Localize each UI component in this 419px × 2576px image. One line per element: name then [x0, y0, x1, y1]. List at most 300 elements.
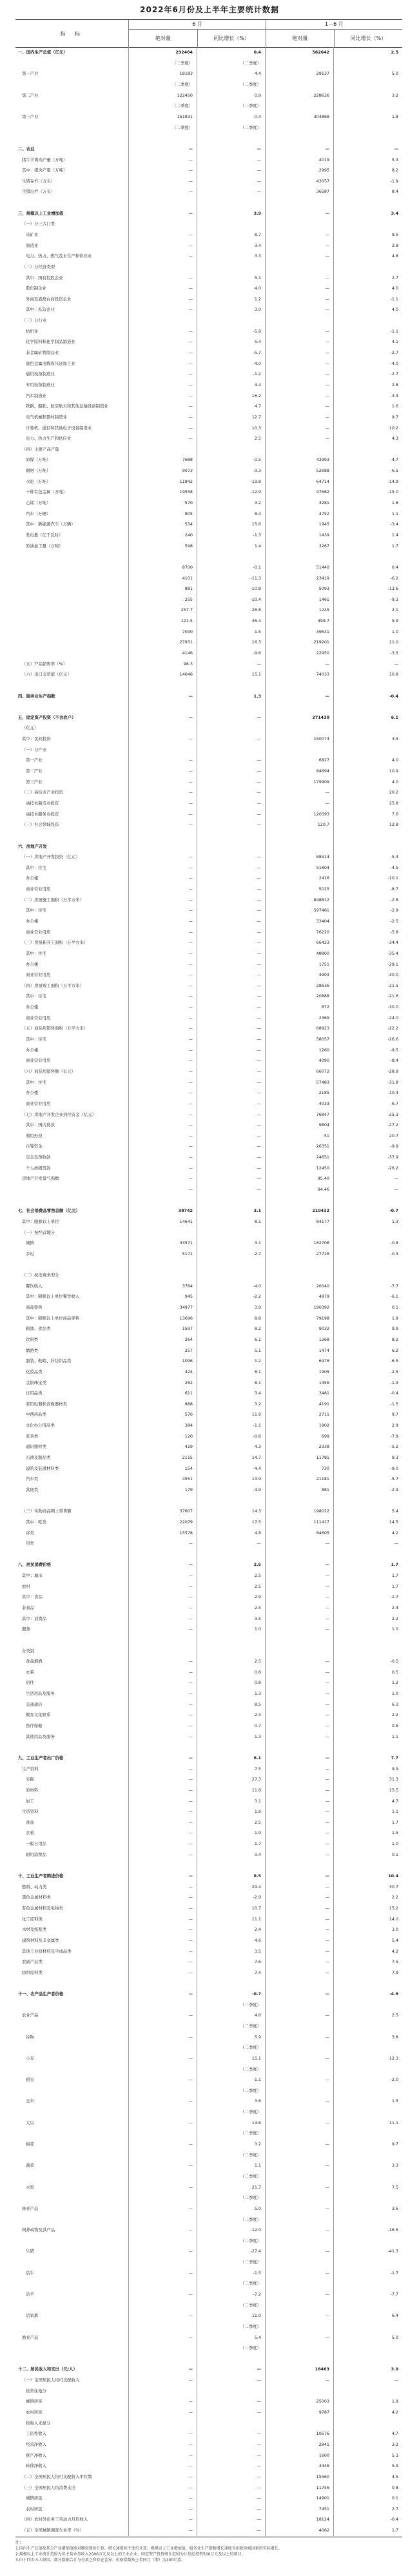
table-row [15, 2074, 402, 2085]
row-indicator: 教育文化娱乐 [15, 1710, 129, 1721]
row-h1-yoy: -21.5 [387, 982, 398, 988]
row-h1-abs: — [266, 798, 334, 809]
row-indicator: 工资性收入 [15, 2428, 129, 2439]
row-june-yoy: -4.4 [197, 1463, 266, 1474]
row-june-abs: 257.7 [129, 605, 197, 616]
row-indicator: 稻谷 [15, 2074, 129, 2085]
row-indicator: 商业营业用房 [15, 1055, 129, 1066]
row-h1-yoy: -26.6 [387, 1037, 398, 1042]
row-h1-yoy: 1.5 [391, 1830, 398, 1836]
row-h1-abs: 25003 [266, 2396, 334, 2407]
table-row [15, 530, 402, 541]
row-june-abs: （二季度） [129, 58, 197, 69]
row-june-yoy: — [197, 1055, 266, 1066]
row-h1-yoy: -0.7 [389, 1208, 398, 1214]
table-row [15, 1195, 402, 1206]
table-row [15, 1806, 402, 1817]
row-june-abs: — [129, 229, 197, 240]
row-h1-abs [266, 701, 334, 712]
row-june-yoy: 4.0 [197, 283, 266, 294]
row-indicator: （一）分产业 [15, 745, 129, 756]
row-h1-yoy: 6.1 [391, 714, 398, 720]
row-june-abs: — [129, 1806, 197, 1817]
row-june-yoy: -7.2 [197, 2289, 266, 2300]
table-row [15, 2514, 402, 2525]
row-h1-yoy: -0.4 [390, 1390, 398, 1396]
row-june-yoy: 3.0 [197, 304, 266, 315]
row-june-abs: — [129, 1967, 197, 1978]
table-row [15, 1216, 402, 1227]
row-june-yoy: 2.5 [197, 1581, 266, 1592]
row-h1-yoy [334, 1549, 402, 1560]
row-h1-yoy: 9.5 [391, 232, 398, 237]
table-row [15, 1474, 402, 1485]
row-june-abs [129, 1259, 197, 1270]
row-h1-yoy: -2.0 [390, 2077, 398, 2083]
row-h1-abs: 66072 [266, 1066, 334, 1077]
row-indicator: 生活用品及服务 [15, 1688, 129, 1699]
row-indicator: 六、房地产开发 [15, 841, 129, 852]
row-h1-abs [266, 1549, 334, 1560]
row-indicator: 生猪出栏（万头） [15, 186, 129, 197]
row-june-yoy: 1.1 [197, 2160, 266, 2171]
row-june-abs: 805 [129, 509, 197, 520]
row-h1-abs: — [266, 1913, 334, 1924]
row-june-abs: — [129, 1946, 197, 1956]
row-june-yoy: — [197, 852, 266, 863]
row-h1-yoy [334, 2171, 402, 2182]
row-june-abs: — [129, 2493, 197, 2504]
row-h1-yoy: 4.5 [391, 2474, 398, 2479]
row-h1-abs: — [266, 2032, 334, 2043]
row-indicator [15, 583, 129, 594]
row-h1-yoy: 2.2 [391, 1895, 398, 1900]
row-june-yoy: 15.1 [197, 669, 266, 680]
table-row [15, 1978, 402, 1989]
row-h1-yoy: 20.2 [389, 790, 398, 795]
row-h1-yoy: 3.0 [391, 1927, 398, 1933]
row-h1-yoy: 4.7 [391, 2431, 398, 2437]
table-row [15, 1903, 402, 1914]
row-h1-abs: 730 [266, 1463, 334, 1474]
row-h1-yoy [334, 2257, 402, 2268]
row-june-yoy: -12.0 [197, 2225, 266, 2236]
row-june-yoy [197, 1195, 266, 1206]
row-june-yoy: 1.7 [197, 1839, 266, 1849]
row-h1-abs [266, 841, 334, 852]
table-row [15, 454, 402, 465]
row-h1-yoy: -29.1 [387, 961, 398, 967]
row-june-yoy: — [197, 1045, 266, 1056]
row-june-abs: — [129, 154, 197, 165]
row-h1-abs: — [266, 1871, 334, 1882]
row-june-abs: — [129, 1034, 197, 1045]
row-h1-abs: — [266, 1967, 334, 1978]
row-h1-yoy [334, 1635, 402, 1646]
row-h1-abs [266, 79, 334, 90]
row-h1-abs: 66423 [266, 937, 334, 948]
row-h1-abs [266, 2300, 334, 2311]
row-indicator: 第三产业 [15, 777, 129, 788]
row-june-yoy [197, 1495, 266, 1506]
row-june-abs: 14641 [129, 1216, 197, 1227]
table-row [15, 304, 402, 315]
row-june-abs: — [129, 916, 197, 927]
row-h1-abs: 120593 [266, 808, 334, 819]
row-june-abs: — [129, 2289, 197, 2300]
row-june-abs [129, 315, 197, 326]
row-june-yoy: （二季度） [197, 79, 266, 90]
row-june-yoy: 0.8 [197, 1677, 266, 1688]
row-h1-yoy [334, 2021, 402, 2032]
row-june-yoy: — [197, 2472, 266, 2483]
row-indicator: 小麦 [15, 2053, 129, 2064]
row-h1-abs: — [266, 2181, 334, 2192]
row-h1-yoy: -25.3 [387, 1111, 398, 1117]
row-june-abs: — [129, 970, 197, 981]
row-h1-yoy [334, 122, 402, 133]
table-row [15, 690, 402, 701]
row-h1-yoy: 8.2 [391, 1336, 398, 1342]
row-h1-yoy: 20.7 [389, 1133, 398, 1138]
row-indicator: 农业产品 [15, 2010, 129, 2021]
row-indicator: 其中：消费品 [15, 1614, 129, 1625]
row-june-yoy: 14.3 [197, 1506, 266, 1517]
table-row [15, 476, 402, 487]
row-h1-yoy: 6.2 [391, 1347, 398, 1353]
row-h1-yoy: -10.1 [387, 875, 398, 881]
row-indicator: 商品零售 [15, 1302, 129, 1313]
row-june-abs: 19558 [129, 487, 197, 498]
row-indicator: 汽车制造业 [15, 391, 129, 402]
row-june-yoy: — [197, 2461, 266, 2472]
row-h1-yoy: 3.2 [391, 92, 398, 98]
row-h1-yoy: 1.3 [391, 1218, 398, 1224]
row-june-yoy: -0.4 [197, 112, 266, 122]
row-june-abs: — [129, 2032, 197, 2043]
row-june-abs: 881 [129, 583, 197, 594]
row-indicator: 商业营业用房 [15, 1013, 129, 1024]
row-h1-abs: 228636 [266, 90, 334, 101]
row-june-abs: — [129, 2096, 197, 2107]
row-june-yoy: 5.1 [197, 1345, 266, 1356]
row-indicator: 原煤（万吨） [15, 454, 129, 465]
row-h1-abs: — [266, 659, 334, 670]
row-indicator: 城镇居民 [15, 2396, 129, 2407]
row-h1-yoy [334, 315, 402, 326]
row-h1-yoy: -10.4 [387, 1090, 398, 1096]
row-june-yoy: 3.5 [197, 1614, 266, 1625]
row-h1-yoy: — [394, 146, 398, 151]
row-june-abs [129, 2064, 197, 2074]
row-h1-abs [266, 1227, 334, 1238]
row-june-yoy [197, 1742, 266, 1753]
row-june-yoy: 8.4 [197, 509, 266, 520]
row-june-abs [129, 2128, 197, 2139]
table-row [15, 186, 402, 197]
row-h1-abs: 4062 [266, 2525, 334, 2536]
row-indicator: （四）主要产品产量 [15, 444, 129, 455]
row-h1-abs: — [266, 380, 334, 391]
row-june-yoy: 3.9 [197, 208, 266, 219]
row-h1-abs: 51804 [266, 863, 334, 873]
row-h1-abs: — [266, 1699, 334, 1710]
table-row [15, 1721, 402, 1732]
row-june-yoy: — [197, 1077, 266, 1088]
row-indicator: 衣着 [15, 1828, 129, 1839]
row-june-yoy: 8.5 [197, 1699, 266, 1710]
row-june-yoy: 8.5 [197, 1871, 266, 1882]
row-june-abs: — [129, 294, 197, 305]
row-indicator: 棉花 [15, 2139, 129, 2150]
row-june-yoy: — [197, 2504, 266, 2515]
row-h1-yoy: -30.0 [387, 1004, 398, 1010]
table-row [15, 154, 402, 165]
table-row [15, 2085, 402, 2096]
row-h1-yoy: 1.7 [391, 1573, 398, 1579]
row-june-abs: 27931 [129, 637, 197, 648]
row-h1-yoy: -0.4 [389, 693, 398, 699]
row-june-abs: 1096 [129, 1356, 197, 1367]
row-june-yoy: （二季度） [197, 2171, 266, 2182]
table-row [15, 2493, 402, 2504]
row-june-yoy: -1.1 [197, 2074, 266, 2085]
row-h1-yoy: -5.7 [390, 1476, 398, 1482]
row-june-abs [129, 2150, 197, 2161]
table-row [15, 208, 402, 219]
table-row [15, 1656, 402, 1667]
row-h1-yoy: -24.0 [387, 1015, 398, 1020]
row-indicator [15, 1742, 129, 1753]
header-june-abs: 绝对量 [129, 30, 197, 47]
row-h1-abs: — [266, 2010, 334, 2021]
row-indicator: 其中：住宅 [15, 1034, 129, 1045]
row-h1-abs: — [266, 1592, 334, 1603]
row-h1-yoy: 4.0 [391, 779, 398, 785]
table-row [15, 669, 402, 680]
row-june-yoy: -0.7 [197, 1989, 266, 2000]
row-june-yoy: 7.5 [197, 1764, 266, 1775]
row-june-abs: — [129, 2514, 197, 2525]
row-h1-yoy: -2.5 [390, 919, 398, 924]
row-h1-yoy: 1.4 [391, 532, 398, 538]
row-june-yoy: 2.5 [197, 1817, 266, 1828]
row-indicator [15, 648, 129, 659]
row-indicator [15, 2321, 129, 2332]
table-row [15, 1238, 402, 1249]
table-row [15, 1409, 402, 1420]
row-h1-abs [266, 2150, 334, 2161]
row-h1-abs: — [266, 1817, 334, 1828]
table-row [15, 1732, 402, 1742]
row-h1-abs: 210432 [266, 1205, 334, 1216]
row-h1-abs: — [266, 1774, 334, 1785]
row-june-yoy: （二季度） [197, 2300, 266, 2311]
header-h1-yoy: 同比增长（%） [350, 35, 387, 41]
row-june-yoy [197, 841, 266, 852]
row-june-yoy: — [197, 2493, 266, 2504]
row-indicator: 金银珠宝类 [15, 1377, 129, 1388]
row-june-yoy: 1.6 [197, 1806, 266, 1817]
row-indicator: 钢材（万吨） [15, 465, 129, 476]
row-june-yoy: — [197, 1023, 266, 1034]
row-h1-yoy: 3.6 [391, 2205, 398, 2211]
row-indicator: 其中：限额以上单位商品零售 [15, 1313, 129, 1324]
row-june-yoy: — [197, 659, 266, 670]
row-june-yoy: （二季度） [197, 2085, 266, 2096]
row-indicator: 高技术服务业投资 [15, 808, 129, 819]
row-june-abs: — [129, 927, 197, 938]
row-indicator: 第三产业 [15, 112, 129, 122]
row-h1-abs [266, 2064, 334, 2074]
row-june-abs: — [129, 433, 197, 444]
row-indicator: 按收入来源分 [15, 2418, 129, 2429]
row-h1-yoy: -6.5 [390, 1358, 398, 1364]
row-h1-yoy: -13.6 [387, 586, 398, 592]
row-june-abs: — [129, 2504, 197, 2515]
row-indicator: （三）房屋新开工面积（万平方米） [15, 937, 129, 948]
table-row [15, 1645, 402, 1656]
row-h1-abs: 94.46 [266, 1184, 334, 1195]
row-june-abs: — [129, 1688, 197, 1699]
table-row [15, 444, 402, 455]
row-indicator: 活羊 [15, 2289, 129, 2300]
row-june-yoy: 5.4 [197, 2332, 266, 2343]
row-h1-abs: 150074 [266, 734, 334, 745]
row-indicator [15, 1635, 129, 1646]
table-row [15, 1892, 402, 1903]
table-row [15, 165, 402, 176]
row-june-abs: 11842 [129, 476, 197, 487]
table-row [15, 412, 402, 423]
row-h1-abs: 18463 [266, 2364, 334, 2375]
row-h1-yoy: -34.4 [387, 940, 398, 946]
row-h1-yoy: 7.5 [391, 1959, 398, 1965]
row-indicator [15, 2354, 129, 2365]
row-h1-yoy: 0.1 [391, 1851, 398, 1857]
row-indicator [15, 551, 129, 562]
row-indicator [15, 133, 129, 144]
table-row [15, 1635, 402, 1646]
row-june-abs [129, 197, 197, 208]
row-june-abs: — [129, 1077, 197, 1088]
row-june-abs: — [129, 690, 197, 701]
row-june-abs: — [129, 1109, 197, 1120]
row-june-abs: — [129, 808, 197, 819]
row-h1-abs: — [266, 1785, 334, 1796]
row-june-abs: — [129, 208, 197, 219]
table-row [15, 112, 402, 122]
row-june-abs: 15578 [129, 1527, 197, 1538]
row-june-abs: — [129, 2428, 197, 2439]
row-indicator [15, 122, 129, 133]
table-row [15, 819, 402, 830]
row-june-yoy: 11.6 [197, 1785, 266, 1796]
row-june-abs: — [129, 1989, 197, 2000]
row-h1-yoy: 1.7 [391, 1819, 398, 1825]
header-group-june [129, 20, 266, 47]
table-row [15, 1667, 402, 1678]
row-june-abs: — [129, 1120, 197, 1131]
row-h1-abs [266, 2386, 334, 2397]
row-indicator: 生活资料 [15, 1806, 129, 1817]
row-june-abs: — [129, 1732, 197, 1742]
row-indicator: 高技术制造业投资 [15, 798, 129, 809]
row-june-yoy: — [197, 959, 266, 970]
row-indicator: 食品烟酒 [15, 1656, 129, 1667]
row-h1-yoy [334, 1259, 402, 1270]
row-indicator: 谷物 [15, 2032, 129, 2043]
row-june-yoy: 13.9 [197, 1474, 266, 1485]
row-h1-yoy: -28.9 [387, 1068, 398, 1074]
row-h1-yoy: 4.7 [391, 1798, 398, 1804]
row-h1-abs: — [266, 412, 334, 423]
row-h1-yoy: 2.2 [391, 1615, 398, 1621]
row-indicator: 其他类 [15, 1485, 129, 1496]
table-row [15, 1120, 402, 1131]
row-indicator: 专用设备制造业 [15, 380, 129, 391]
row-june-abs [129, 2386, 197, 2397]
row-june-yoy: — [197, 1013, 266, 1024]
row-indicator: 化工原料类 [15, 1913, 129, 1924]
row-indicator: 办公楼 [15, 1045, 129, 1056]
row-june-yoy [197, 2386, 266, 2397]
table-row [15, 1066, 402, 1077]
table-row [15, 1817, 402, 1828]
row-indicator [15, 701, 129, 712]
table-row [15, 422, 402, 433]
row-indicator: （四）农村外出务工劳动力月均收入 [15, 2514, 129, 2525]
table-row [15, 1109, 402, 1120]
row-june-abs: 4101 [129, 572, 197, 583]
row-h1-yoy [334, 2214, 402, 2225]
table-row [15, 2236, 402, 2247]
row-indicator: 其中：食品 [15, 1592, 129, 1603]
row-june-abs: 3764 [129, 1281, 197, 1292]
row-h1-abs: — [266, 240, 334, 251]
row-h1-yoy: 7.9 [391, 1969, 398, 1975]
row-june-abs: — [129, 1163, 197, 1174]
row-h1-abs: 4033 [266, 1098, 334, 1109]
row-h1-abs [266, 122, 334, 133]
table-row [15, 2461, 402, 2472]
row-june-abs: — [129, 240, 197, 251]
row-h1-abs: — [266, 1559, 334, 1570]
row-h1-yoy: 9.7 [391, 1412, 398, 1418]
row-h1-abs: — [266, 2203, 334, 2214]
row-indicator: 其中：猪肉产量（万吨） [15, 165, 129, 176]
row-h1-yoy: -2.7 [390, 371, 398, 377]
row-indicator [15, 830, 129, 841]
row-indicator: 粮油、食品类 [15, 1323, 129, 1334]
row-june-yoy: — [197, 991, 266, 1002]
row-indicator: 第二产业 [15, 90, 129, 101]
header-june-title: 6 月 [129, 20, 265, 30]
row-june-yoy: 3.1 [197, 1205, 266, 1216]
row-h1-abs: 95.40 [266, 1173, 334, 1184]
row-h1-abs: — [266, 229, 334, 240]
row-h1-abs: 179909 [266, 777, 334, 788]
table-row [15, 1173, 402, 1184]
row-june-abs: 5171 [129, 1249, 197, 1260]
row-june-abs: — [129, 1570, 197, 1581]
row-h1-yoy: 6.3 [391, 1701, 398, 1707]
row-indicator [15, 1549, 129, 1560]
row-june-yoy: 1.3 [197, 1732, 266, 1742]
row-h1-abs: 79198 [266, 1313, 334, 1324]
row-indicator: 耐用消费品 [15, 1849, 129, 1860]
row-june-yoy: 2.5 [197, 433, 266, 444]
